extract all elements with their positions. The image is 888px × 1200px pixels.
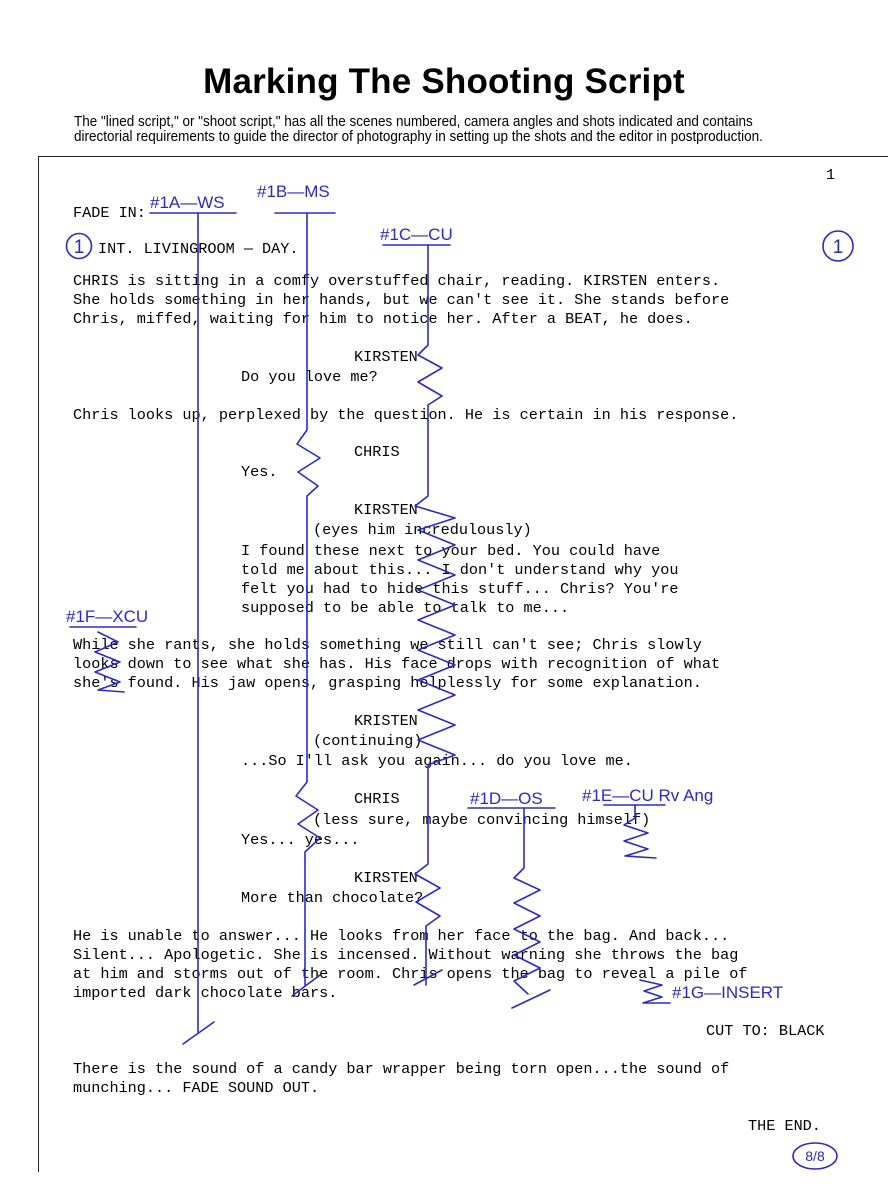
subtitle-line-1: The "lined script," or "shoot script," has all the scenes numbered, camera angles and shots indicated and contains: [74, 114, 753, 130]
the-end: THE END.: [748, 1117, 821, 1135]
character-name: CHRIS: [354, 790, 400, 808]
shot-label-1c: #1C—CU: [380, 225, 453, 244]
dialogue-line: ...So I'll ask you again... do you love me.: [241, 752, 633, 770]
dialogue-line: told me about this... I don't understand why you: [241, 561, 679, 579]
action-line: imported dark chocolate bars.: [73, 984, 338, 1002]
scene-number-circle-left: [67, 234, 92, 259]
shot-1a-line: [150, 213, 236, 1044]
scene-heading: INT. LIVINGROOM — DAY.: [98, 240, 299, 258]
action-line: CHRIS is sitting in a comfy overstuffed chair, reading. KIRSTEN enters.: [73, 272, 721, 290]
scene-number-circle-right: [823, 231, 853, 261]
shot-label-1d: #1D—OS: [470, 789, 543, 808]
character-name: KRISTEN: [354, 712, 418, 730]
scene-number-right: 1: [832, 237, 844, 258]
parenthetical: (less sure, maybe convincing himself): [313, 811, 651, 829]
dialogue-line: More than chocolate?: [241, 889, 424, 907]
character-name: KIRSTEN: [354, 501, 418, 519]
dialogue-line: Yes... yes...: [241, 831, 360, 849]
shot-label-1a: #1A—WS: [150, 193, 225, 212]
page-frame-top: [38, 156, 888, 157]
dialogue-line: Yes.: [241, 463, 278, 481]
fade-in: FADE IN:: [73, 204, 146, 222]
shot-label-1e: #1E—CU Rv Ang: [582, 786, 714, 805]
character-name: KIRSTEN: [354, 869, 418, 887]
page-number: 1: [826, 166, 836, 184]
dialogue-line: felt you had to hide this stuff... Chris? You're: [241, 580, 679, 598]
shot-label-1b: #1B—MS: [257, 182, 330, 201]
action-line: at him and storms out of the room. Chris opens the bag to reveal a pile of: [73, 965, 748, 983]
character-name: CHRIS: [354, 443, 400, 461]
shot-label-1g: #1G—INSERT: [672, 983, 784, 1002]
shot-label-1f: #1F—XCU: [66, 607, 149, 626]
action-line: While she rants, she holds something we still can't see; Chris slowly: [73, 636, 702, 654]
dialogue-line: supposed to be able to talk to me...: [241, 599, 570, 617]
scene-number-left: 1: [73, 237, 85, 258]
parenthetical: (continuing): [313, 732, 423, 750]
page-count: 8/8: [805, 1148, 825, 1164]
action-line: She holds something in her hands, but we can't see it. She stands before: [73, 291, 730, 309]
action-line: He is unable to answer... He looks from her face to the bag. And back...: [73, 927, 730, 945]
action-line: There is the sound of a candy bar wrapper being torn open...the sound of: [73, 1060, 730, 1078]
page-title: Marking The Shooting Script: [203, 62, 685, 101]
action-line: looks down to see what she has. His face drops with recognition of what: [73, 655, 721, 673]
subtitle-line-2: directorial requirements to guide the director of photography in setting up the shots and the editor in postproduction.: [74, 129, 763, 145]
action-line: Silent... Apologetic. She is incensed. Without warning she throws the bag: [73, 946, 739, 964]
action-line: Chris looks up, perplexed by the question. He is certain in his response.: [73, 406, 739, 424]
parenthetical: (eyes him incredulously): [313, 521, 532, 539]
action-line: Chris, miffed, waiting for him to notice her. After a BEAT, he does.: [73, 310, 693, 328]
transition: CUT TO: BLACK: [706, 1022, 825, 1040]
action-line: munching... FADE SOUND OUT.: [73, 1079, 320, 1097]
dialogue-line: Do you love me?: [241, 368, 378, 386]
dialogue-line: I found these next to your bed. You could have: [241, 542, 661, 560]
action-line: she's found. His jaw opens, grasping helplessly for some explanation.: [73, 674, 702, 692]
page-count-oval: [793, 1143, 837, 1169]
page-frame-left: [38, 156, 39, 1172]
character-name: KIRSTEN: [354, 348, 418, 366]
